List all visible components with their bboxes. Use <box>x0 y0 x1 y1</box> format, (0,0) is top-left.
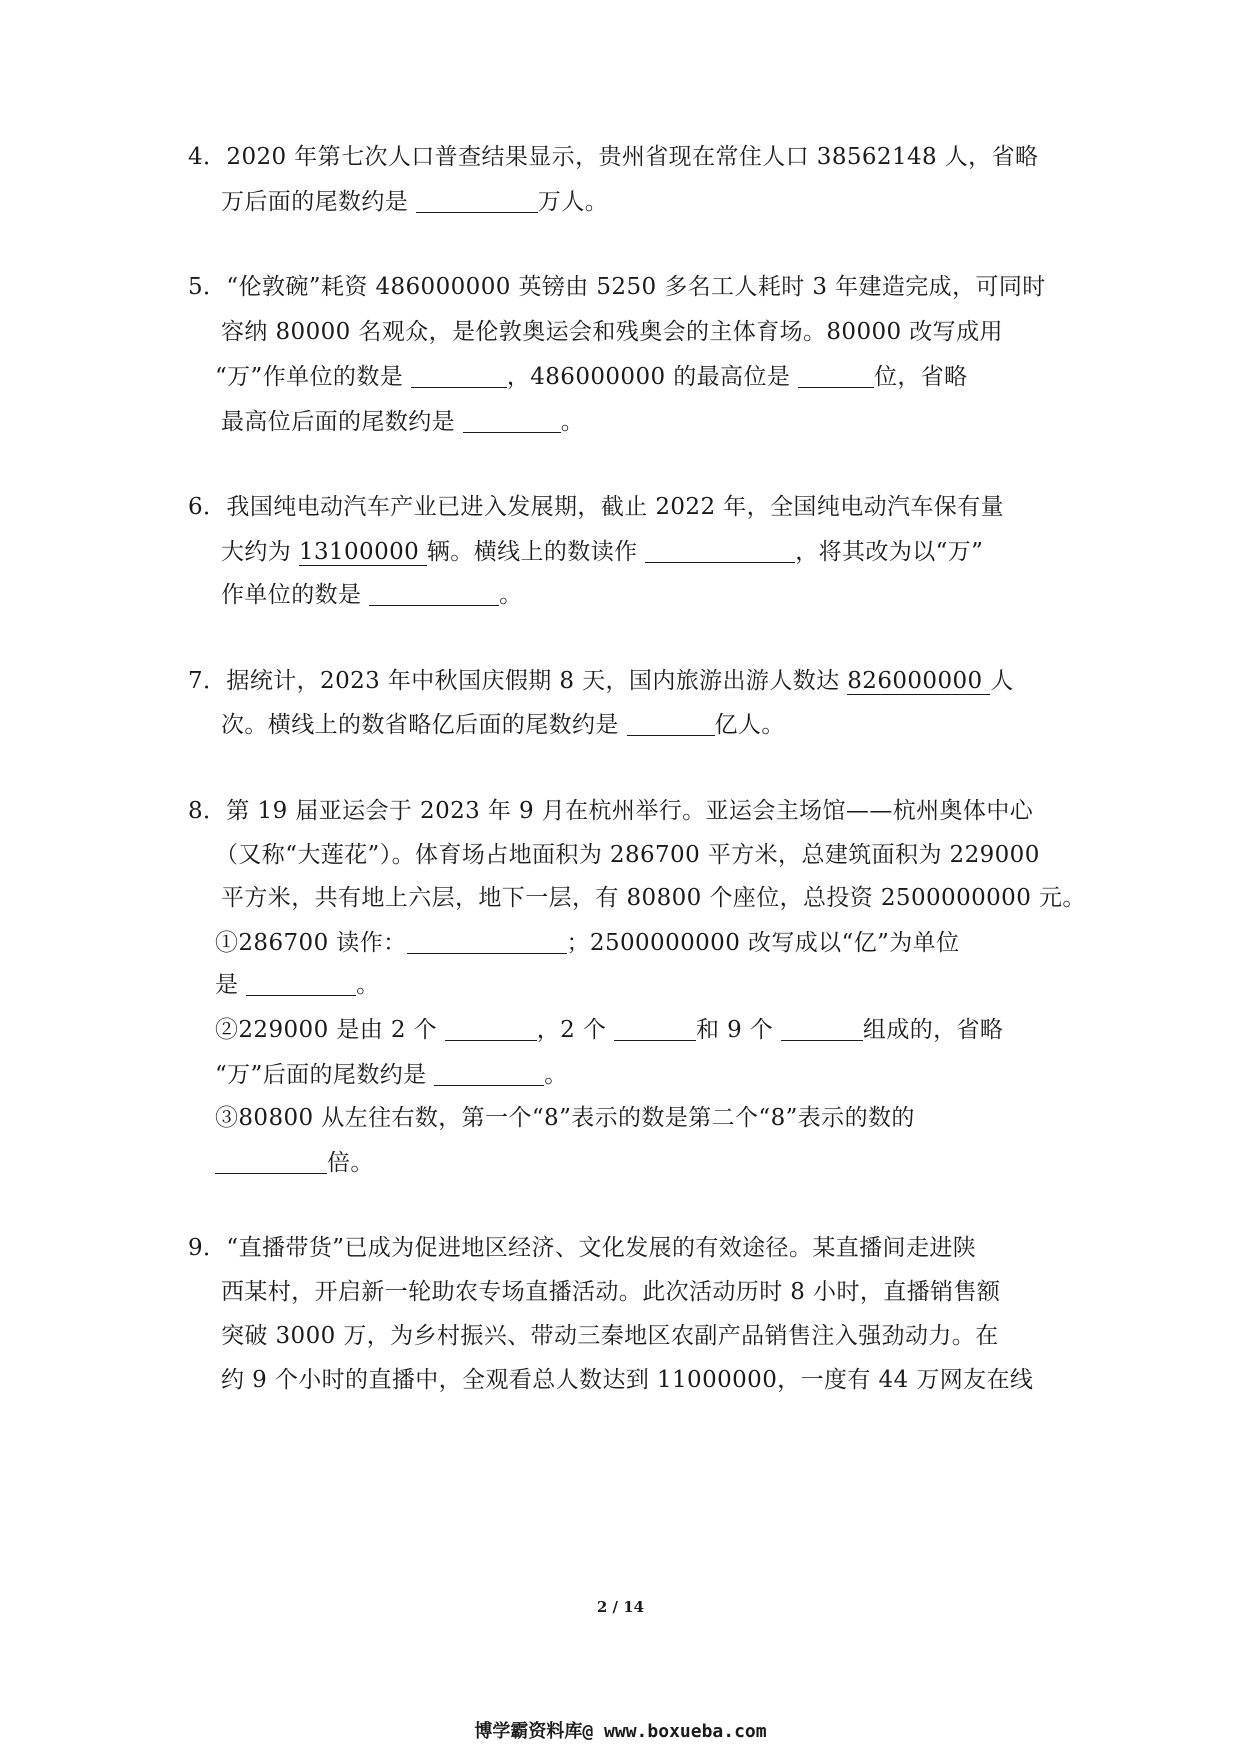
q8-text-2: （又称“大莲花”）。体育场占地面积为 286700 平方米，总建筑面积为 229000 <box>215 842 1040 868</box>
q6-text-2a: 大约为 <box>221 539 299 565</box>
q6-line-2 <box>221 537 983 567</box>
q8-sub3-line-2 <box>215 1148 374 1178</box>
q8-sub3-text-b: 倍。 <box>327 1150 374 1176</box>
q6-text-2b: 辆。横线上的数读作 <box>426 539 646 565</box>
q7-line-2 <box>221 710 785 740</box>
q4-line-2 <box>221 187 608 217</box>
q6-answer-blank-1[interactable] <box>645 538 795 563</box>
q8-sub2-answer-blank-1[interactable] <box>445 1016 537 1041</box>
q9-text-2: 西某村，开启新一轮助农专场直播活动。此次活动历时 8 小时，直播销售额 <box>221 1279 1001 1305</box>
q5-line-4 <box>221 407 584 437</box>
q5-text-2: 容纳 80000 名观众，是伦敦奥运会和残奥会的主体育场。80000 改写成用 <box>221 319 1003 345</box>
q5-answer-blank-2[interactable] <box>798 363 874 388</box>
q4-text-2a: 万后面的尾数约是 <box>221 189 416 215</box>
q5-line-1 <box>188 272 1046 302</box>
q8-text-1: 8．第 19 届亚运会于 2023 年 9 月在杭州举行。亚运会主场馆——杭州奥体中心 <box>188 798 1034 824</box>
q6-answer-blank-2[interactable] <box>369 581 499 606</box>
q8-sub2-text-f: 。 <box>544 1062 568 1088</box>
q4-line-1 <box>188 142 1038 172</box>
q5-answer-blank-1[interactable] <box>411 363 507 388</box>
q8-sub2-text-d: 组成的，省略 <box>862 1017 1004 1043</box>
q5-line-2 <box>221 317 1003 347</box>
q9-line-2 <box>221 1277 1000 1307</box>
q8-sub2-answer-blank-4[interactable] <box>434 1061 544 1086</box>
q8-line-1 <box>188 796 1033 826</box>
q7-line-1 <box>188 666 1014 696</box>
q7-text-1b: 人 <box>990 668 1014 694</box>
q8-sub1-answer-blank-2[interactable] <box>246 971 356 996</box>
q8-sub3-line-1 <box>215 1103 915 1133</box>
q6-underlined-number: 13100000 <box>298 539 427 565</box>
q5-text-4b: 。 <box>560 409 585 435</box>
q5-text-3b: ，486000000 的最高位是 <box>506 364 798 390</box>
q5-text-1: 5．“伦敦碗”耗资 486000000 英镑由 5250 多名工人耗时 3 年建造完成，可同时 <box>188 274 1046 300</box>
q8-text-3: 平方米，共有地上六层，地下一层，有 80800 个座位，总投资 2500000000 元。 <box>221 885 1086 911</box>
q8-sub2-text-c: 和 9 个 <box>695 1017 781 1043</box>
q9-text-3: 突破 3000 万，为乡村振兴、带动三秦地区农副产品销售注入强劲动力。在 <box>221 1323 999 1349</box>
q7-text-1a: 7．据统计，2023 年中秋国庆假期 8 天，国内旅游出游人数达 <box>188 668 848 694</box>
q8-sub2-answer-blank-2[interactable] <box>614 1016 696 1041</box>
q9-line-4 <box>221 1365 1033 1395</box>
q8-sub3-answer-blank[interactable] <box>215 1149 327 1174</box>
q8-sub2-answer-blank-3[interactable] <box>781 1016 863 1041</box>
q9-text-4: 约 9 个小时的直播中，全观看总人数达到 11000000，一度有 44 万网友在线 <box>221 1367 1034 1393</box>
q4-answer-blank[interactable] <box>416 188 538 213</box>
q8-sub1-text-b: ；2500000000 改写成以“亿”为单位 <box>566 930 960 956</box>
q5-text-3c: 位，省略 <box>873 364 968 390</box>
q8-sub2-text-e: “万”后面的尾数约是 <box>215 1062 435 1088</box>
q6-text-3b: 。 <box>499 582 523 608</box>
q6-line-1 <box>188 492 1004 522</box>
q8-sub3-text-a: ③80800 从左往右数，第一个“8”表示的数是第二个“8”表示的数的 <box>215 1105 915 1131</box>
q8-sub1-answer-blank-1[interactable] <box>407 929 567 954</box>
q8-sub1-line-2 <box>215 970 380 1000</box>
q7-underlined-number: 826000000 <box>847 668 991 694</box>
q8-sub1-text-d: 。 <box>356 972 380 998</box>
q8-sub2-line-1 <box>215 1015 1003 1045</box>
q5-line-3 <box>215 362 968 392</box>
site-watermark: 博学霸资料库@ www.boxueba.com <box>474 1721 767 1742</box>
q7-text-2a: 次。横线上的数省略亿后面的尾数约是 <box>221 712 627 738</box>
q8-line-2 <box>215 840 1040 870</box>
q5-text-4a: 最高位后面的尾数约是 <box>221 409 463 435</box>
q6-text-3a: 作单位的数是 <box>221 582 370 608</box>
q8-sub1-text-a: ①286700 读作： <box>215 930 407 956</box>
q8-sub1-text-c: 是 <box>215 972 247 998</box>
q4-text-1: 4．2020 年第七次人口普查结果显示，贵州省现在常住人口 38562148 人，省略 <box>188 144 1039 170</box>
q7-text-2b: 亿人。 <box>714 712 785 738</box>
q8-sub1-line-1 <box>215 928 959 958</box>
q4-text-2b: 万人。 <box>537 189 609 215</box>
q6-text-1: 6．我国纯电动汽车产业已进入发展期，截止 2022 年，全国纯电动汽车保有量 <box>188 494 1004 520</box>
q8-sub2-text-b: ，2 个 <box>536 1017 614 1043</box>
q8-sub2-text-a: ②229000 是由 2 个 <box>215 1017 445 1043</box>
q9-line-3 <box>221 1321 999 1351</box>
q7-answer-blank[interactable] <box>627 711 715 736</box>
q9-line-1 <box>188 1233 976 1263</box>
q6-line-3 <box>221 580 523 610</box>
q5-text-3a: “万”作单位的数是 <box>215 364 411 390</box>
q6-text-2c: ，将其改为以“万” <box>795 539 984 565</box>
page-number: 2 / 14 <box>596 1598 645 1616</box>
q5-answer-blank-3[interactable] <box>463 408 561 433</box>
q8-line-3 <box>221 883 1086 913</box>
q8-sub2-line-2 <box>215 1060 568 1090</box>
q9-text-1: 9．“直播带货”已成为促进地区经济、文化发展的有效途径。某直播间走进陕 <box>188 1235 977 1261</box>
